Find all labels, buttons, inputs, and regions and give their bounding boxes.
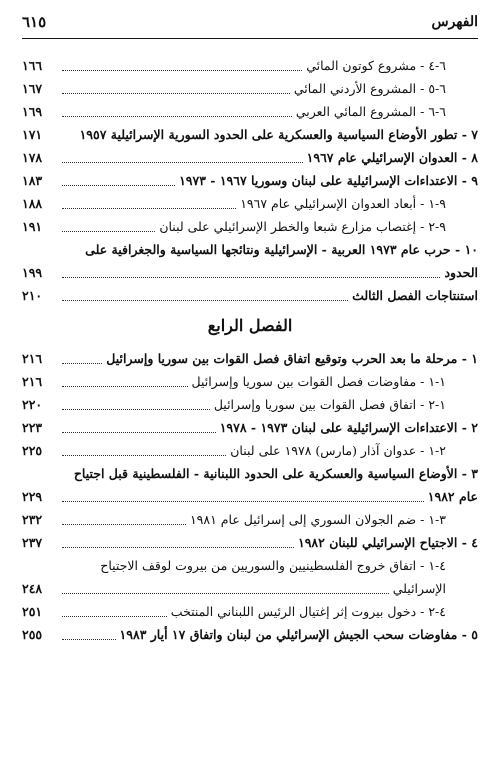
dot-leader [62,639,116,640]
toc-entry-label: ٦-٦ - المشروع المائي العربي [295,104,446,119]
toc-entry-page: ١٩٩ [22,265,43,280]
toc-entry-label: ٣-١ - ضم الجولان السوري إلى إسرائيل عام ١٩٨١ [189,512,446,527]
toc-entry-label: ٢ - الاعتداءات الإسرائيلية على لبنان ١٩٧٣ - ١٩٧٨ [219,420,478,435]
toc-entry [22,213,478,236]
toc-entry [22,598,478,621]
dot-leader [62,208,236,209]
toc-entry-label: الإسرائيلي [392,581,446,596]
running-title: الفهرس [431,14,478,30]
toc-entry-label: ١-٢ - اتفاق فصل القوات بين سوريا وإسرائيل [213,397,446,412]
toc-entry [22,575,478,598]
toc-entry-page: ٢٥٥ [22,627,43,642]
toc-entry-label: عام ١٩٨٢ [427,489,478,504]
page-number: ٦١٥ [22,13,47,31]
toc-entry [22,52,478,75]
toc-entry [22,621,478,644]
toc-entry [22,121,478,144]
chapter-title: الفصل الرابع [207,315,293,335]
dot-leader [62,70,302,71]
toc-entry-page: ٢١٦ [22,351,43,366]
toc-entry-label: ١٠ - حرب عام ١٩٧٣ العربية - الإسرائيلية ونتائجها السياسية والجغرافية على [85,242,478,257]
toc-entry-page: ٢٢٣ [22,420,43,435]
toc-entry-first-line [22,552,478,575]
toc-entry-label: ١ - مرحلة ما بعد الحرب وتوقيع اتفاق فصل القوات بين سوريا وإسرائيل [106,351,478,366]
toc-entry-page: ٢٢٠ [22,397,43,412]
table-of-contents [22,52,478,644]
toc-entry [22,506,478,529]
toc-entry-page: ٢٣٢ [22,512,43,527]
toc-entry-label: ٩-١ - أبعاد العدوان الإسرائيلي عام ١٩٦٧ [240,196,446,211]
dot-leader [62,363,102,364]
dot-leader [62,116,292,117]
toc-entry [22,345,478,368]
dot-leader [62,162,303,163]
toc-entry-page: ١٧٨ [22,150,43,165]
toc-entry-label: ٤-١ - اتفاق خروج الفلسطينيين والسوريين من بيروت لوقف الاجتياح [100,558,446,573]
toc-entry [22,414,478,437]
dot-leader [62,386,188,387]
page-header [22,10,478,34]
toc-entry [22,282,478,305]
toc-entry-label: ٩ - الاعتداءات الإسرائيلية على لبنان وسوريا ١٩٦٧ - ١٩٧٣ [179,173,478,188]
toc-entry [22,98,478,121]
toc-entry-label: استنتاجات الفصل الثالث [352,288,478,303]
toc-entry-page: ١٦٩ [22,104,43,119]
toc-entry-label: ٦-٤ - مشروع كوتون المائي [306,58,446,73]
dot-leader [62,277,440,278]
toc-entry [22,75,478,98]
toc-entry [22,167,478,190]
dot-leader [62,547,294,548]
toc-entry-page: ٢٢٩ [22,489,43,504]
toc-entry-label: ٩-٢ - إغتصاب مزارع شبعا والخطر الإسرائيلي على لبنان [159,219,446,234]
toc-entry [22,437,478,460]
toc-entry-page: ٢٤٨ [22,581,43,596]
dot-leader [62,616,167,617]
toc-entry-label: ٣ - الأوضاع السياسية والعسكرية على الحدود اللبنانية - الفلسطينية قبل اجتياح [73,466,478,481]
dot-leader [62,93,290,94]
dot-leader [62,409,210,410]
toc-entry-label: ٢-١ - عدوان آذار (مارس) ١٩٧٨ على لبنان [230,443,446,458]
toc-entry-label: ١-١ - مفاوضات فصل القوات بين سوريا وإسرائيل [191,374,446,389]
dot-leader [62,455,226,456]
toc-entry [22,483,478,506]
toc-entry-page: ١٩١ [22,219,43,234]
toc-entry-label: ٤ - الاجتياح الإسرائيلي للبنان ١٩٨٢ [297,535,478,550]
toc-entry-label: ٦-٥ - المشروع الأردني المائي [293,81,446,96]
toc-entry [22,144,478,167]
toc-entry-page: ١٨٨ [22,196,43,211]
toc-entry-label: الحدود [444,265,478,280]
toc-entry [22,368,478,391]
toc-entry-page: ١٨٣ [22,173,43,188]
dot-leader [62,432,216,433]
toc-entry [22,190,478,213]
toc-entry-page: ٢٣٧ [22,535,43,550]
header-rule [22,38,478,39]
toc-entry [22,529,478,552]
toc-entry-label: ٧ - تطور الأوضاع السياسية والعسكرية على الحدود السورية الإسرائيلية ١٩٥٧ [79,127,478,142]
dot-leader [62,185,175,186]
toc-entry-page: ٢٥١ [22,604,43,619]
dot-leader [62,501,424,502]
toc-entry-page: ٢١٠ [22,288,43,303]
toc-entry [22,259,478,282]
dot-leader [62,300,348,301]
toc-entry-first-line [22,460,478,483]
toc-entry-label: ٥ - مفاوضات سحب الجيش الإسرائيلي من لبنان واتفاق ١٧ أيار ١٩٨٣ [119,627,478,642]
toc-entry-page: ٢١٦ [22,374,43,389]
toc-entry-page: ١٦٦ [22,58,43,73]
toc-entry [22,391,478,414]
toc-entry-page: ١٧١ [22,127,43,142]
dot-leader [62,524,186,525]
dot-leader [62,593,389,594]
toc-entry-page: ٢٢٥ [22,443,43,458]
toc-entry-label: ٤-٢ - دخول بيروت إثر إغتيال الرئيس اللبناني المنتخب [170,604,446,619]
toc-entry-first-line [22,236,478,259]
toc-entry-page: ١٦٧ [22,81,43,96]
toc-entry-label: ٨ - العدوان الإسرائيلي عام ١٩٦٧ [306,150,478,165]
dot-leader [62,231,155,232]
